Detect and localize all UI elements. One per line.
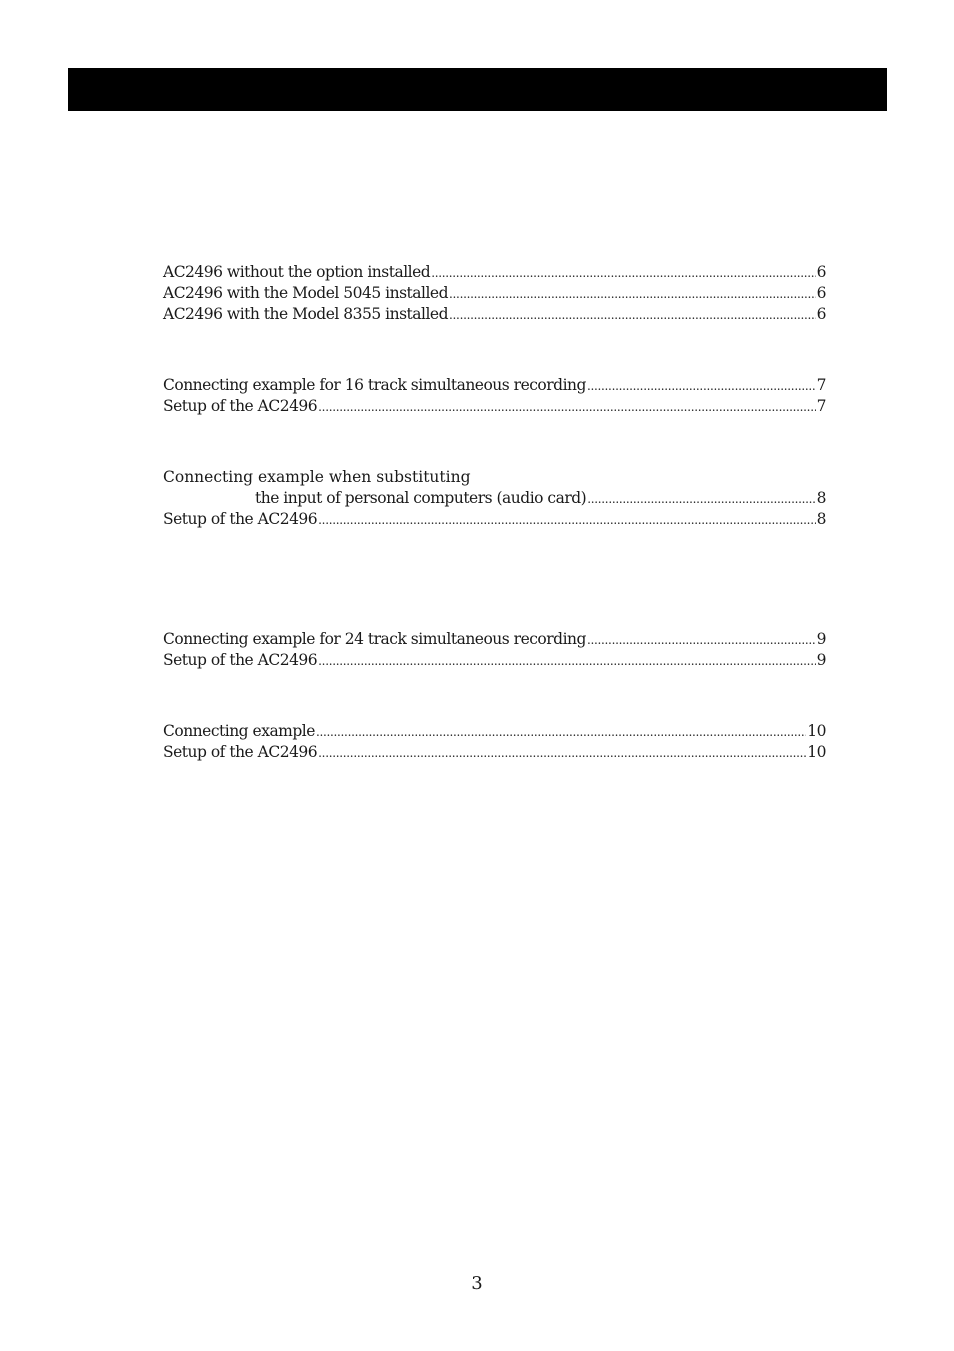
toc-entry-label: Setup of the AC2496 xyxy=(163,743,318,761)
toc-entry-page: 10 xyxy=(807,743,826,761)
toc-group-1 xyxy=(163,262,826,325)
toc-entry[interactable] xyxy=(163,650,826,671)
toc-entry-page: 6 xyxy=(816,305,826,323)
dot-leader xyxy=(587,629,816,651)
toc-entry-page: 8 xyxy=(816,510,826,528)
toc-entry-label: Connecting example for 24 track simultaneous recording xyxy=(163,630,586,648)
toc-group-2 xyxy=(163,375,826,417)
toc-group-5 xyxy=(163,721,826,763)
dot-leader xyxy=(318,650,815,672)
toc-entry-label: Connecting example for 16 track simultaneous recording xyxy=(163,376,586,394)
toc-entry-label: the input of personal computers (audio card) xyxy=(255,489,587,507)
dot-leader xyxy=(318,396,815,418)
toc-entry[interactable] xyxy=(163,629,826,650)
toc-entry-page: 9 xyxy=(816,651,826,669)
toc-entry[interactable] xyxy=(163,721,826,742)
header-bar xyxy=(68,68,887,111)
toc-entry-label: Setup of the AC2496 xyxy=(163,397,318,415)
dot-leader xyxy=(587,488,815,510)
toc-entry[interactable] xyxy=(163,742,826,763)
toc-entry-label: Setup of the AC2496 xyxy=(163,651,318,669)
toc-entry-continuation[interactable] xyxy=(163,488,826,509)
toc-group-4 xyxy=(163,629,826,671)
dot-leader xyxy=(318,509,815,531)
dot-leader xyxy=(449,304,816,326)
toc-entry[interactable] xyxy=(163,375,826,396)
dot-leader xyxy=(449,283,816,305)
toc-entry-page: 6 xyxy=(816,263,826,281)
toc-entry[interactable] xyxy=(163,509,826,530)
toc-entry-label: AC2496 without the option installed xyxy=(163,263,431,281)
toc-entry-first-line[interactable]: Connecting example when substituting xyxy=(163,468,471,486)
toc-entry-page: 6 xyxy=(816,284,826,302)
toc-entry[interactable] xyxy=(163,262,826,283)
toc-entry-label: Connecting example xyxy=(163,722,315,740)
dot-leader xyxy=(318,742,806,764)
toc-entry-page: 7 xyxy=(816,397,826,415)
page-number: 3 xyxy=(471,1273,483,1294)
dot-leader xyxy=(587,375,816,397)
toc-entry-page: 10 xyxy=(807,722,826,740)
toc-entry[interactable] xyxy=(163,396,826,417)
toc-entry-page: 8 xyxy=(816,489,826,507)
toc-entry[interactable] xyxy=(163,283,826,304)
toc-entry-page: 9 xyxy=(816,630,826,648)
dot-leader xyxy=(316,721,806,743)
toc-entry-page: 7 xyxy=(816,376,826,394)
toc-group-3 xyxy=(163,467,826,530)
toc-entry-label: AC2496 with the Model 8355 installed xyxy=(163,305,449,323)
dot-leader xyxy=(431,262,815,284)
toc-entry-label: AC2496 with the Model 5045 installed xyxy=(163,284,449,302)
toc-entry-label: Setup of the AC2496 xyxy=(163,510,318,528)
toc-entry[interactable] xyxy=(163,304,826,325)
